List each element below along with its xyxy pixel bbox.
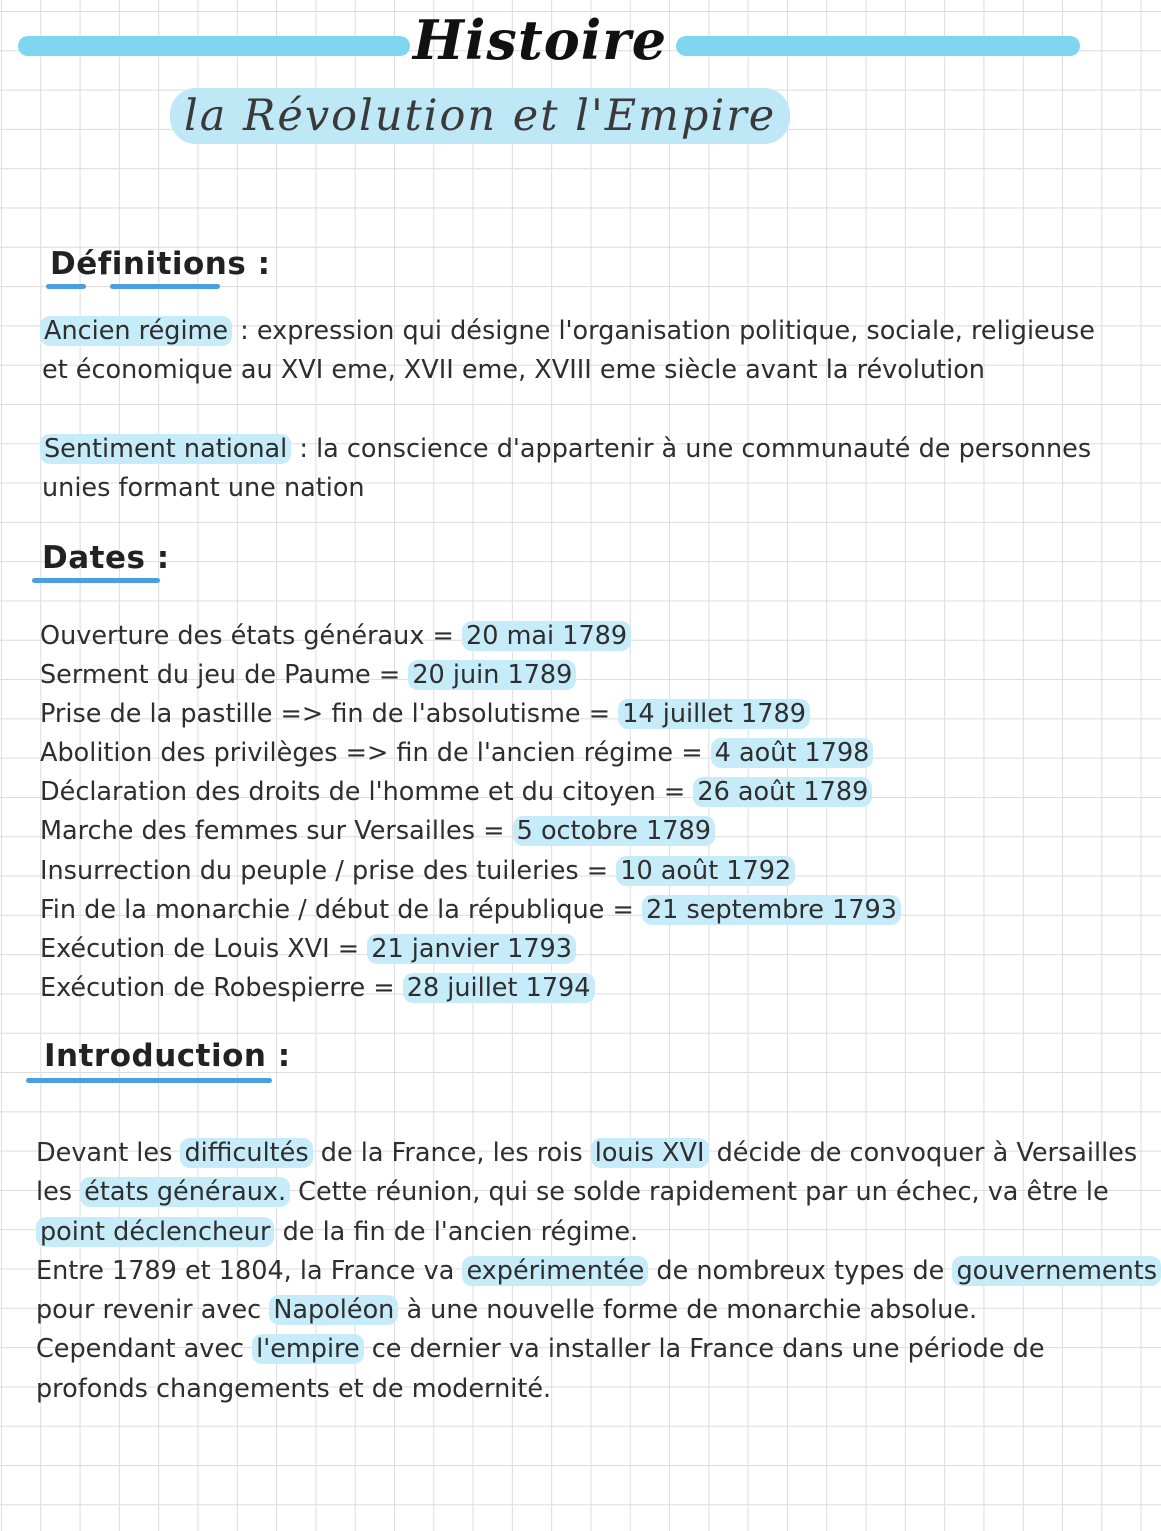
date-row — [40, 617, 631, 656]
intro-text: ce dernier va installer la France dans une période de — [363, 1334, 1045, 1365]
definitions-heading: Définitions : — [50, 246, 271, 282]
intro-line — [36, 1213, 1066, 1252]
introduction-heading: Introduction : — [44, 1038, 291, 1074]
date-value: 21 septembre 1793 — [642, 895, 901, 925]
intro-line — [36, 1134, 1138, 1173]
date-event: Abolition des privilèges => fin de l'ancien régime = — [40, 738, 711, 768]
intro-text: Cependant avec — [36, 1334, 253, 1365]
intro-highlight: difficultés — [180, 1138, 312, 1168]
date-event: Prise de la pastille => fin de l'absolutisme = — [40, 699, 619, 729]
date-event: Exécution de Louis XVI = — [40, 934, 368, 964]
introduction-paragraph — [36, 1134, 1158, 1409]
date-event: Exécution de Robespierre = — [40, 973, 403, 1003]
date-row — [40, 930, 576, 969]
definition-sentiment-national-line1 — [40, 430, 1091, 469]
date-row — [40, 969, 595, 1008]
intro-line — [36, 1330, 1066, 1369]
intro-text: Devant les — [36, 1138, 181, 1168]
date-event: Fin de la monarchie / début de la république = — [40, 895, 642, 925]
date-event: Insurrection du peuple / prise des tuileries = — [40, 856, 617, 886]
date-event: Déclaration des droits de l'homme et du citoyen = — [40, 777, 694, 807]
date-event: Marche des femmes sur Versailles = — [40, 816, 513, 846]
date-value: 10 août 1792 — [616, 856, 795, 886]
definition-text: : la conscience d'appartenir à une communauté de personnes — [291, 434, 1092, 464]
intro-line — [36, 1252, 1158, 1291]
intro-text: décide de convoquer à Versailles — [708, 1138, 1138, 1168]
definition-ancien-regime-line2: et économique au XVI eme, XVII eme, XVIII eme siècle avant la révolution — [42, 355, 985, 385]
intro-text: de la fin de l'ancien régime. — [274, 1216, 639, 1247]
intro-text: Cette réunion, qui se solde rapidement par un échec, va être le — [290, 1177, 1109, 1208]
intro-line — [36, 1173, 1109, 1212]
definitions-underline-2 — [110, 284, 220, 289]
date-value: 4 août 1798 — [711, 738, 874, 768]
dates-underline — [32, 578, 160, 583]
intro-text: les — [36, 1177, 81, 1208]
date-value: 5 octobre 1789 — [513, 816, 715, 846]
date-value: 21 janvier 1793 — [367, 934, 576, 964]
date-row — [40, 852, 795, 891]
intro-highlight: gouvernements — [952, 1256, 1161, 1286]
definition-ancien-regime-line1 — [40, 312, 1095, 351]
date-event: Serment du jeu de Paume = — [40, 660, 409, 690]
page-title: Histoire — [412, 8, 668, 72]
intro-text: de nombreux types de — [648, 1255, 953, 1286]
intro-highlight: point déclencheur — [36, 1217, 274, 1247]
intro-highlight: l'empire — [252, 1334, 364, 1364]
date-value: 20 mai 1789 — [462, 621, 631, 651]
intro-highlight: états généraux. — [80, 1177, 290, 1207]
intro-text: à une nouvelle forme de monarchie absolue. — [398, 1295, 978, 1326]
date-row — [40, 656, 576, 695]
definition-sentiment-national-line2: unies formant une nation — [42, 473, 365, 503]
dates-heading: Dates : — [42, 540, 170, 576]
intro-text: Entre 1789 et 1804, la France va — [36, 1255, 463, 1286]
definition-text: : expression qui désigne l'organisation politique, sociale, religieuse — [232, 316, 1095, 346]
date-event: Ouverture des états généraux = — [40, 621, 463, 651]
date-row — [40, 773, 872, 812]
definitions-underline — [46, 284, 86, 289]
intro-highlight: expérimentée — [462, 1256, 648, 1286]
page-subtitle: la Révolution et l'Empire — [170, 88, 790, 144]
intro-line — [36, 1291, 1066, 1330]
date-value: 28 juillet 1794 — [403, 973, 595, 1003]
date-row — [40, 734, 873, 773]
term-highlight: Sentiment national — [40, 434, 291, 464]
date-value: 26 août 1789 — [693, 777, 872, 807]
intro-highlight: Napoléon — [269, 1295, 398, 1325]
intro-text: pour revenir avec — [36, 1295, 270, 1326]
date-row — [40, 695, 810, 734]
date-value: 20 juin 1789 — [408, 660, 576, 690]
intro-highlight: louis XVI — [591, 1138, 709, 1168]
date-value: 14 juillet 1789 — [618, 699, 810, 729]
date-row — [40, 812, 715, 851]
introduction-underline — [26, 1078, 272, 1083]
term-highlight: Ancien régime — [40, 316, 232, 346]
intro-line: profonds changements et de modernité. — [36, 1373, 552, 1404]
date-row — [40, 891, 901, 930]
intro-text: de la France, les rois — [312, 1138, 591, 1168]
